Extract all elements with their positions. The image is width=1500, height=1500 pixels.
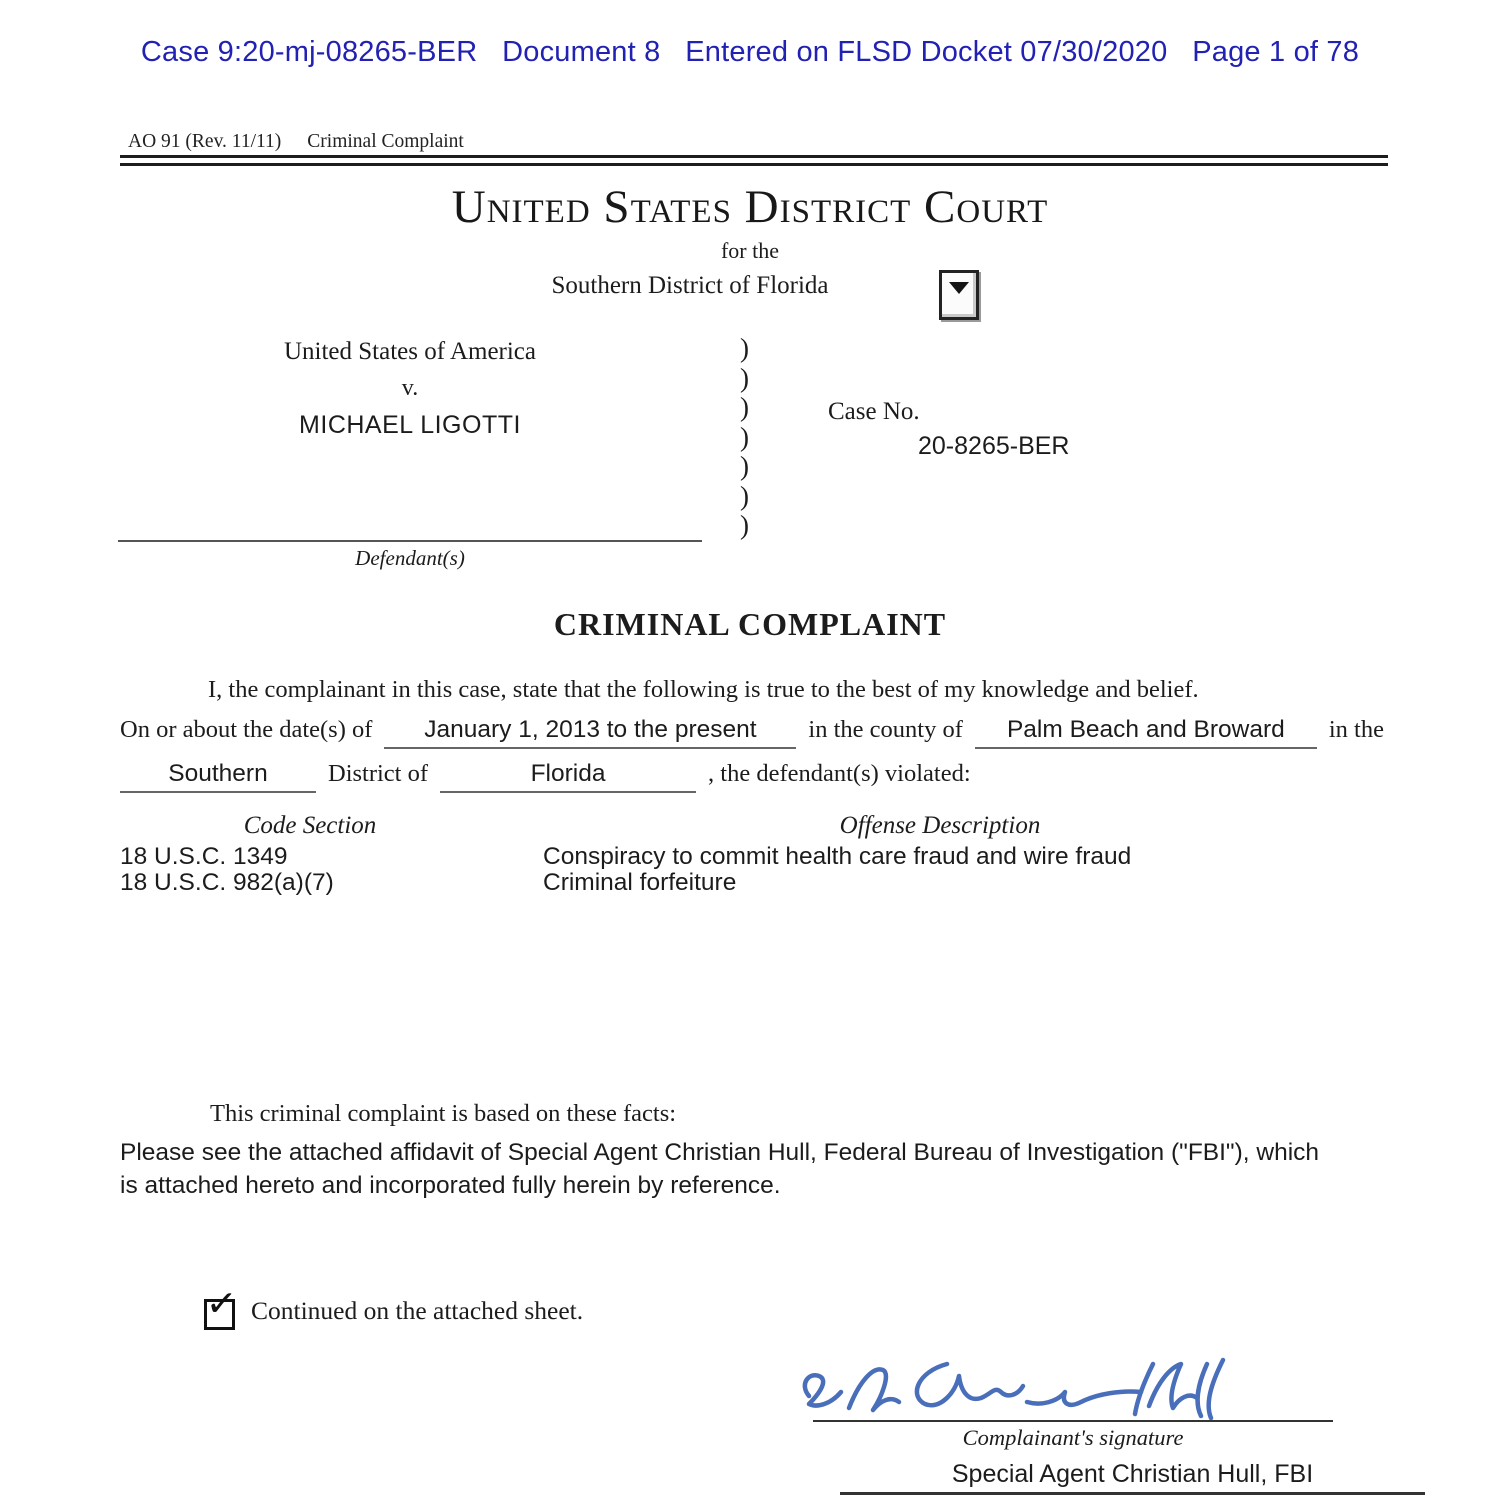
date-prefix: On or about the date(s) of [120, 716, 373, 743]
form-id: AO 91 (Rev. 11/11) [128, 131, 282, 152]
district-of-label: District of [328, 760, 429, 787]
offense-description-header: Offense Description [839, 812, 1041, 839]
chevron-down-icon [949, 282, 969, 294]
complainant-signature-line [813, 1420, 1333, 1422]
checkmark-icon: ✓ [204, 1280, 239, 1327]
case-caption [120, 338, 700, 440]
court-title: United States District Court [451, 181, 1049, 233]
date-county-line [120, 716, 1384, 749]
code-section-header: Code Section [243, 812, 377, 839]
district-name: Southern District of Florida [551, 272, 829, 299]
handwritten-signature [795, 1356, 1245, 1428]
form-id-line [128, 131, 464, 153]
case-number-value: 20-8265-BER [918, 432, 1070, 460]
district-field[interactable]: Southern [120, 760, 316, 793]
table-row [120, 869, 736, 897]
continued-checkbox[interactable] [204, 1280, 239, 1330]
caption-parentheses: ) ) ) ) ) ) ) [740, 333, 749, 540]
document-title: CRIMINAL COMPLAINT [553, 606, 947, 642]
form-name: Criminal Complaint [307, 131, 464, 152]
state-field[interactable]: Florida [440, 760, 696, 793]
header-divider [120, 155, 1388, 166]
county-field[interactable]: Palm Beach and Broward [975, 716, 1317, 749]
defendant-label: Defendant(s) [355, 546, 465, 570]
district-state-line [120, 760, 971, 793]
docket-stamp: Case 9:20-mj-08265-BER Document 8 Entered on FLSD Docket 07/30/2020 Page 1 of 78 [140, 36, 1360, 68]
county-prefix: in the county of [808, 716, 963, 743]
table-row [120, 843, 1131, 871]
violated-label: , the defendant(s) violated: [708, 760, 971, 787]
printed-name: Special Agent Christian Hull, FBI [951, 1460, 1314, 1488]
continued-on-sheet [204, 1280, 584, 1330]
offense-cell: Criminal forfeiture [543, 869, 737, 896]
district-dropdown-button[interactable] [939, 270, 979, 320]
in-the-label: in the [1328, 716, 1384, 743]
signature-caption: Complainant's signature [962, 1425, 1184, 1450]
printed-name-line [840, 1492, 1425, 1495]
dates-field[interactable]: January 1, 2013 to the present [384, 716, 796, 749]
facts-body: Please see the attached affidavit of Special Agent Christian Hull, Federal Bureau of Investigation ("FBI"), which is attached hereto and incorporated fully herein by reference. [120, 1139, 1320, 1199]
code-cell: 18 U.S.C. 1349 [120, 843, 288, 870]
defendant-signature-line [118, 540, 702, 542]
versus-label: v. [401, 375, 419, 401]
continued-label: Continued on the attached sheet. [251, 1296, 584, 1325]
defendant-name: MICHAEL LIGOTTI [299, 411, 521, 439]
for-the-label: for the [720, 238, 780, 263]
case-number-label: Case No. [828, 398, 920, 425]
code-cell: 18 U.S.C. 982(a)(7) [120, 869, 334, 896]
plaintiff-name: United States of America [283, 338, 536, 365]
offense-cell: Conspiracy to commit health care fraud and wire fraud [543, 843, 1132, 870]
oath-statement: I, the complainant in this case, state that the following is true to the best of my knowledge and belief. [208, 676, 1199, 703]
facts-intro: This criminal complaint is based on these facts: [210, 1100, 677, 1127]
